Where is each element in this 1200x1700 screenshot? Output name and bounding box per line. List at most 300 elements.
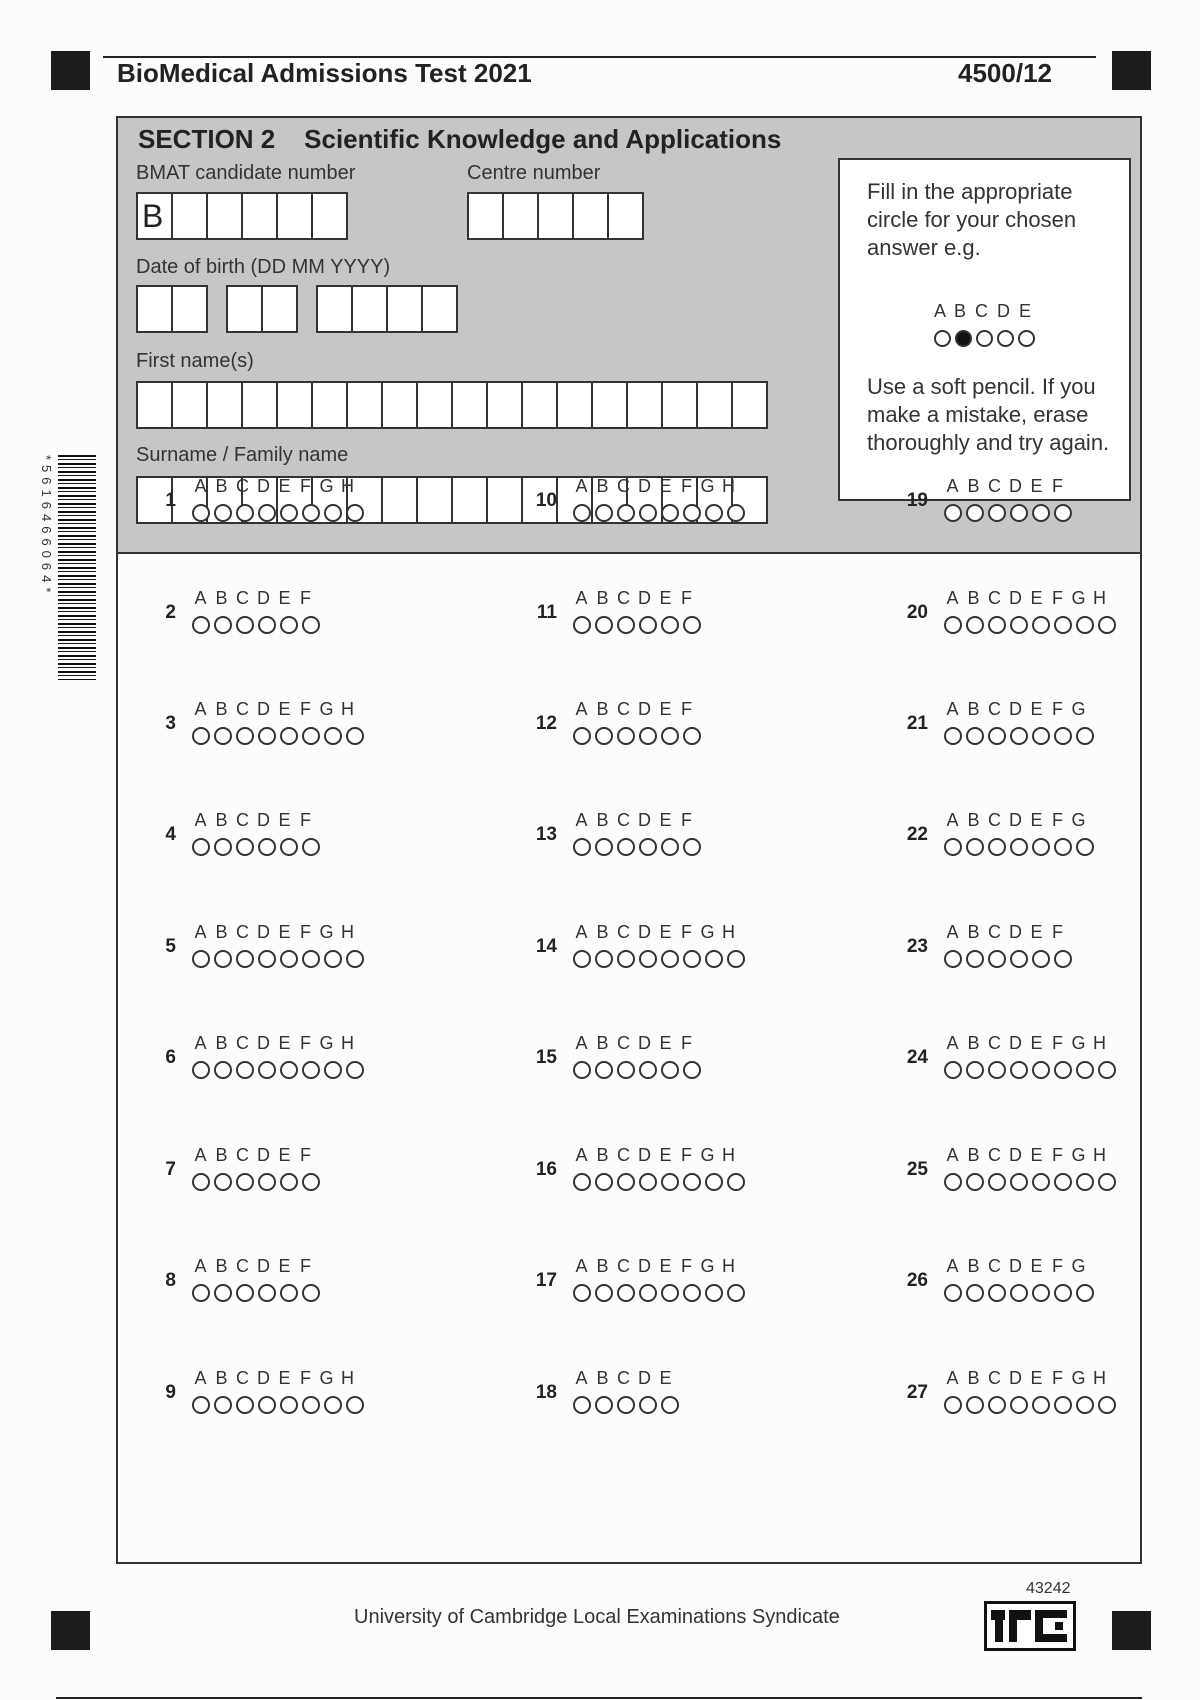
- answer-bubble-e[interactable]: [1032, 504, 1050, 522]
- answer-bubble-c[interactable]: [236, 1284, 254, 1302]
- answer-bubble-c[interactable]: [236, 1061, 254, 1079]
- option-letters: [190, 1033, 366, 1054]
- answer-bubble-a[interactable]: [944, 1173, 962, 1191]
- answer-bubble-c[interactable]: [988, 616, 1006, 634]
- answer-bubble-f[interactable]: [302, 727, 320, 745]
- answer-bubble-c[interactable]: [236, 616, 254, 634]
- digit-box[interactable]: [502, 192, 539, 240]
- answer-bubble-c[interactable]: [988, 1061, 1006, 1079]
- answer-bubble-d[interactable]: [1010, 950, 1028, 968]
- answer-bubble-b[interactable]: [214, 727, 232, 745]
- answer-bubble-a[interactable]: [944, 1396, 962, 1414]
- answer-bubble-g[interactable]: [1076, 1173, 1094, 1191]
- question-number: 3: [165, 713, 176, 734]
- option-bubbles: [190, 1173, 322, 1191]
- answer-bubble-f[interactable]: [1054, 727, 1072, 745]
- answer-bubble-f[interactable]: [683, 1061, 701, 1079]
- answer-bubble-c[interactable]: [617, 1396, 635, 1414]
- answer-bubble-c[interactable]: [617, 727, 635, 745]
- answer-bubble-b[interactable]: [595, 950, 613, 968]
- digit-box[interactable]: [316, 285, 353, 333]
- test-title: BioMedical Admissions Test 2021: [117, 58, 532, 88]
- answer-bubble-d[interactable]: [1010, 1284, 1028, 1302]
- answer-bubble-d[interactable]: [639, 504, 657, 522]
- option-letters: [571, 1033, 703, 1054]
- answer-bubble-b[interactable]: [966, 1173, 984, 1191]
- answer-bubble-d[interactable]: [258, 1284, 276, 1302]
- option-letters: [571, 1145, 747, 1166]
- option-letter: F: [1052, 588, 1063, 608]
- answer-bubble-a[interactable]: [944, 616, 962, 634]
- option-letter: C: [988, 922, 1001, 942]
- letter-box[interactable]: [591, 381, 628, 429]
- dob-month-field[interactable]: [226, 285, 296, 333]
- registration-mark-top-left: [51, 51, 90, 90]
- answer-bubble-e[interactable]: [661, 616, 679, 634]
- answer-bubble-h[interactable]: [727, 1173, 745, 1191]
- option-letters: [571, 699, 703, 720]
- option-letter: H: [1093, 1145, 1106, 1165]
- answer-bubble-h[interactable]: [1098, 616, 1116, 634]
- answer-bubble-a[interactable]: [944, 838, 962, 856]
- answer-options: [190, 810, 322, 856]
- answer-bubble-c[interactable]: [617, 616, 635, 634]
- option-letter: F: [300, 1368, 311, 1388]
- letter-box[interactable]: [346, 381, 383, 429]
- answer-bubble-d[interactable]: [258, 1173, 276, 1191]
- answer-bubble-e[interactable]: [661, 1061, 679, 1079]
- answer-bubble-a[interactable]: [192, 727, 210, 745]
- answer-bubble-h[interactable]: [1098, 1061, 1116, 1079]
- digit-box[interactable]: [537, 192, 574, 240]
- option-letter: G: [700, 1145, 715, 1165]
- answer-bubble-c[interactable]: [988, 950, 1006, 968]
- answer-bubble-f[interactable]: [302, 838, 320, 856]
- letter-box[interactable]: [521, 381, 558, 429]
- answer-bubble-d[interactable]: [258, 1061, 276, 1079]
- answer-bubble-b[interactable]: [966, 1284, 984, 1302]
- answer-bubble-d[interactable]: [639, 950, 657, 968]
- answer-bubble-d[interactable]: [639, 838, 657, 856]
- answer-bubble-h[interactable]: [346, 504, 364, 522]
- answer-bubble-c[interactable]: [617, 1061, 635, 1079]
- answer-bubble-d[interactable]: [639, 1396, 657, 1414]
- answer-bubble-b[interactable]: [214, 838, 232, 856]
- answer-bubble-b[interactable]: [595, 838, 613, 856]
- answer-bubble-f[interactable]: [302, 1061, 320, 1079]
- answer-bubble-f[interactable]: [683, 1284, 701, 1302]
- answer-bubble-d[interactable]: [1010, 838, 1028, 856]
- answer-bubble-b[interactable]: [595, 1396, 613, 1414]
- answer-options: [942, 1145, 1118, 1191]
- dob-day-field[interactable]: [136, 285, 206, 333]
- answer-bubble-d[interactable]: [258, 1396, 276, 1414]
- answer-bubble-g[interactable]: [705, 504, 723, 522]
- answer-bubble-a[interactable]: [192, 1173, 210, 1191]
- option-letter: A: [194, 1145, 207, 1165]
- option-letter: C: [617, 588, 630, 608]
- answer-bubble-c[interactable]: [988, 838, 1006, 856]
- answer-bubble-b[interactable]: [966, 950, 984, 968]
- answer-bubble-a[interactable]: [944, 1061, 962, 1079]
- answer-bubble-f[interactable]: [1054, 1061, 1072, 1079]
- option-bubbles: [571, 727, 703, 745]
- answer-bubble-c[interactable]: [617, 838, 635, 856]
- answer-bubble-h[interactable]: [346, 1396, 364, 1414]
- answer-bubble-g[interactable]: [324, 1396, 342, 1414]
- answer-bubble-f[interactable]: [683, 616, 701, 634]
- answer-bubble-a[interactable]: [192, 616, 210, 634]
- answer-bubble-c[interactable]: [236, 727, 254, 745]
- letter-box[interactable]: [381, 381, 418, 429]
- answer-bubble-b[interactable]: [595, 1284, 613, 1302]
- option-letter: E: [1030, 1368, 1043, 1388]
- option-letter: B: [215, 1256, 228, 1276]
- option-letter: F: [1052, 1256, 1063, 1276]
- digit-box[interactable]: [386, 285, 423, 333]
- answer-bubble-f[interactable]: [302, 1284, 320, 1302]
- answer-bubble-b[interactable]: [214, 504, 232, 522]
- answer-bubble-e[interactable]: [1032, 727, 1050, 745]
- answer-bubble-d[interactable]: [1010, 504, 1028, 522]
- answer-bubble-c[interactable]: [988, 1284, 1006, 1302]
- answer-bubble-f[interactable]: [302, 950, 320, 968]
- answer-bubble-d[interactable]: [1010, 1173, 1028, 1191]
- answer-bubble-d[interactable]: [1010, 616, 1028, 634]
- answer-bubble-g[interactable]: [1076, 1061, 1094, 1079]
- answer-bubble-f[interactable]: [1054, 950, 1072, 968]
- digit-box[interactable]: [226, 285, 263, 333]
- option-bubbles: [190, 504, 366, 522]
- answer-bubble-d[interactable]: [639, 1173, 657, 1191]
- option-letter: C: [988, 1145, 1001, 1165]
- answer-bubble-d[interactable]: [639, 616, 657, 634]
- option-letter: A: [946, 699, 959, 719]
- first-name-field[interactable]: [136, 381, 766, 429]
- answer-bubble-b[interactable]: [966, 1061, 984, 1079]
- option-letter: H: [1093, 588, 1106, 608]
- option-bubbles: [571, 1061, 703, 1079]
- answer-bubble-c[interactable]: [236, 1396, 254, 1414]
- digit-box[interactable]: [276, 192, 313, 240]
- option-letter: F: [300, 588, 311, 608]
- option-letter: C: [236, 699, 249, 719]
- answer-bubble-a[interactable]: [573, 1061, 591, 1079]
- answer-bubble-f[interactable]: [1054, 1396, 1072, 1414]
- answer-bubble-f[interactable]: [302, 616, 320, 634]
- digit-box[interactable]: [311, 192, 348, 240]
- answer-bubble-d[interactable]: [639, 1061, 657, 1079]
- question-number: 10: [535, 490, 557, 511]
- answer-bubble-e[interactable]: [661, 504, 679, 522]
- letter-box[interactable]: [311, 381, 348, 429]
- example-bubble: [934, 330, 951, 347]
- question-number: 5: [165, 936, 176, 957]
- digit-box[interactable]: [171, 285, 208, 333]
- answer-bubble-e[interactable]: [280, 1173, 298, 1191]
- centre-number-field[interactable]: [467, 192, 642, 240]
- option-letter: B: [967, 922, 980, 942]
- answer-bubble-e[interactable]: [280, 1396, 298, 1414]
- letter-box[interactable]: [626, 381, 663, 429]
- answer-bubble-d[interactable]: [1010, 1396, 1028, 1414]
- answer-bubble-a[interactable]: [573, 838, 591, 856]
- answer-bubble-g[interactable]: [1076, 616, 1094, 634]
- answer-bubble-a[interactable]: [573, 1396, 591, 1414]
- barcode: [58, 455, 96, 680]
- letter-box[interactable]: [486, 381, 523, 429]
- option-bubbles: [571, 1173, 747, 1191]
- answer-bubble-e[interactable]: [661, 727, 679, 745]
- answer-bubble-h[interactable]: [346, 950, 364, 968]
- option-letters: [942, 922, 1074, 943]
- answer-bubble-g[interactable]: [705, 1173, 723, 1191]
- answer-bubble-c[interactable]: [236, 1173, 254, 1191]
- answer-bubble-b[interactable]: [595, 727, 613, 745]
- answer-bubble-g[interactable]: [1076, 1284, 1094, 1302]
- answer-bubble-e[interactable]: [661, 1173, 679, 1191]
- option-letter: A: [194, 1256, 207, 1276]
- option-letters: [942, 1256, 1096, 1277]
- letter-box[interactable]: [556, 381, 593, 429]
- question-number: 19: [906, 490, 928, 511]
- candidate-number-field[interactable]: [136, 192, 346, 240]
- digit-box[interactable]: [572, 192, 609, 240]
- question-19: [898, 476, 1198, 536]
- answer-bubble-a[interactable]: [192, 1061, 210, 1079]
- letter-box[interactable]: [661, 381, 698, 429]
- answer-bubble-f[interactable]: [683, 504, 701, 522]
- answer-options: [190, 588, 322, 634]
- answer-bubble-g[interactable]: [324, 727, 342, 745]
- answer-bubble-f[interactable]: [683, 838, 701, 856]
- answer-bubble-e[interactable]: [1032, 1396, 1050, 1414]
- answer-bubble-b[interactable]: [214, 1396, 232, 1414]
- answer-bubble-e[interactable]: [280, 1284, 298, 1302]
- answer-bubble-a[interactable]: [944, 1284, 962, 1302]
- answer-bubble-c[interactable]: [617, 950, 635, 968]
- answer-bubble-b[interactable]: [214, 1173, 232, 1191]
- answer-options: [190, 476, 366, 522]
- answer-bubble-a[interactable]: [573, 950, 591, 968]
- option-letter: G: [1071, 1256, 1086, 1276]
- answer-bubble-a[interactable]: [944, 504, 962, 522]
- question-4: [146, 810, 446, 870]
- barcode-number: *5616466064*: [39, 455, 54, 598]
- answer-bubble-b[interactable]: [966, 727, 984, 745]
- answer-bubble-b[interactable]: [595, 616, 613, 634]
- answer-bubble-c[interactable]: [617, 504, 635, 522]
- answer-bubble-d[interactable]: [258, 616, 276, 634]
- option-letter: E: [278, 922, 291, 942]
- answer-bubble-e[interactable]: [280, 1061, 298, 1079]
- answer-bubble-e[interactable]: [280, 727, 298, 745]
- digit-box[interactable]: [351, 285, 388, 333]
- option-letter: B: [596, 1368, 609, 1388]
- answer-bubble-a[interactable]: [944, 950, 962, 968]
- answer-bubble-b[interactable]: [966, 1396, 984, 1414]
- answer-bubble-h[interactable]: [1098, 1173, 1116, 1191]
- letter-box[interactable]: [206, 381, 243, 429]
- letter-box[interactable]: [731, 381, 768, 429]
- answer-options: [571, 1033, 703, 1079]
- letter-box[interactable]: [136, 381, 173, 429]
- answer-bubble-c[interactable]: [617, 1173, 635, 1191]
- question-21: [898, 699, 1198, 759]
- answer-bubble-b[interactable]: [966, 838, 984, 856]
- answer-bubble-f[interactable]: [683, 727, 701, 745]
- answer-bubble-a[interactable]: [573, 1173, 591, 1191]
- option-letter: H: [341, 476, 354, 496]
- letter-box[interactable]: [451, 476, 488, 524]
- answer-bubble-h[interactable]: [346, 1061, 364, 1079]
- answer-bubble-f[interactable]: [1054, 616, 1072, 634]
- letter-box[interactable]: [451, 381, 488, 429]
- answer-bubble-f[interactable]: [683, 1173, 701, 1191]
- answer-bubble-g[interactable]: [1076, 838, 1094, 856]
- answer-bubble-d[interactable]: [258, 727, 276, 745]
- answer-bubble-a[interactable]: [192, 1396, 210, 1414]
- letter-box[interactable]: [241, 381, 278, 429]
- answer-bubble-e[interactable]: [280, 616, 298, 634]
- answer-bubble-c[interactable]: [236, 950, 254, 968]
- answer-bubble-a[interactable]: [192, 504, 210, 522]
- answer-bubble-f[interactable]: [683, 950, 701, 968]
- answer-bubble-d[interactable]: [1010, 1061, 1028, 1079]
- digit-box[interactable]: [136, 285, 173, 333]
- answer-bubble-f[interactable]: [1054, 1284, 1072, 1302]
- digit-box[interactable]: [467, 192, 504, 240]
- answer-bubble-d[interactable]: [639, 1284, 657, 1302]
- option-letter: D: [638, 1145, 651, 1165]
- option-letter: G: [319, 922, 334, 942]
- answer-bubble-b[interactable]: [214, 950, 232, 968]
- answer-bubble-b[interactable]: [966, 504, 984, 522]
- answer-bubble-b[interactable]: [595, 1061, 613, 1079]
- digit-box[interactable]: [206, 192, 243, 240]
- digit-box[interactable]: [171, 192, 208, 240]
- answer-bubble-b[interactable]: [595, 504, 613, 522]
- option-letter: H: [341, 1033, 354, 1053]
- option-bubbles: [942, 727, 1096, 745]
- answer-bubble-f[interactable]: [302, 1173, 320, 1191]
- answer-bubble-e[interactable]: [661, 1396, 679, 1414]
- option-letter: F: [681, 810, 692, 830]
- answer-bubble-e[interactable]: [280, 950, 298, 968]
- answer-bubble-c[interactable]: [988, 1173, 1006, 1191]
- answer-bubble-a[interactable]: [192, 838, 210, 856]
- answer-bubble-c[interactable]: [988, 1396, 1006, 1414]
- answer-bubble-d[interactable]: [1010, 727, 1028, 745]
- answer-bubble-g[interactable]: [324, 950, 342, 968]
- answer-bubble-g[interactable]: [705, 950, 723, 968]
- answer-bubble-e[interactable]: [1032, 838, 1050, 856]
- answer-bubble-f[interactable]: [1054, 838, 1072, 856]
- digit-box[interactable]: [607, 192, 644, 240]
- answer-bubble-c[interactable]: [236, 504, 254, 522]
- answer-bubble-e[interactable]: [1032, 616, 1050, 634]
- option-letter: E: [659, 588, 672, 608]
- answer-bubble-e[interactable]: [661, 838, 679, 856]
- answer-bubble-f[interactable]: [1054, 504, 1072, 522]
- question-8: [146, 1256, 446, 1316]
- option-letter: G: [1071, 588, 1086, 608]
- answer-bubble-e[interactable]: [1032, 1284, 1050, 1302]
- answer-bubble-e[interactable]: [1032, 1173, 1050, 1191]
- option-letter: C: [617, 476, 630, 496]
- dob-year-field[interactable]: [316, 285, 456, 333]
- option-letter: C: [236, 922, 249, 942]
- letter-box[interactable]: [416, 381, 453, 429]
- answer-bubble-g[interactable]: [1076, 1396, 1094, 1414]
- answer-bubble-f[interactable]: [1054, 1173, 1072, 1191]
- answer-bubble-a[interactable]: [573, 504, 591, 522]
- answer-bubble-a[interactable]: [573, 1284, 591, 1302]
- answer-bubble-d[interactable]: [639, 727, 657, 745]
- answer-bubble-b[interactable]: [214, 616, 232, 634]
- answer-bubble-a[interactable]: [192, 950, 210, 968]
- letter-box[interactable]: [696, 381, 733, 429]
- answer-bubble-d[interactable]: [258, 950, 276, 968]
- answer-bubble-b[interactable]: [595, 1173, 613, 1191]
- option-letter: B: [967, 588, 980, 608]
- option-bubbles: [571, 1396, 681, 1414]
- answer-bubble-f[interactable]: [302, 504, 320, 522]
- answer-bubble-a[interactable]: [573, 727, 591, 745]
- digit-box[interactable]: [261, 285, 298, 333]
- letter-box[interactable]: [276, 381, 313, 429]
- answer-bubble-e[interactable]: [1032, 1061, 1050, 1079]
- answer-bubble-d[interactable]: [258, 504, 276, 522]
- answer-bubble-d[interactable]: [258, 838, 276, 856]
- answer-bubble-c[interactable]: [617, 1284, 635, 1302]
- question-number: 24: [906, 1047, 928, 1068]
- digit-box[interactable]: [421, 285, 458, 333]
- letter-box[interactable]: [171, 381, 208, 429]
- answer-options: [571, 922, 747, 968]
- answer-bubble-h[interactable]: [727, 504, 745, 522]
- answer-bubble-e[interactable]: [280, 838, 298, 856]
- answer-bubble-f[interactable]: [302, 1396, 320, 1414]
- answer-bubble-b[interactable]: [214, 1061, 232, 1079]
- answer-bubble-g[interactable]: [705, 1284, 723, 1302]
- answer-bubble-e[interactable]: [661, 950, 679, 968]
- letter-box[interactable]: [486, 476, 523, 524]
- answer-bubble-c[interactable]: [988, 504, 1006, 522]
- answer-bubble-h[interactable]: [346, 727, 364, 745]
- digit-box[interactable]: [241, 192, 278, 240]
- answer-bubble-g[interactable]: [1076, 727, 1094, 745]
- answer-bubble-e[interactable]: [1032, 950, 1050, 968]
- answer-bubble-g[interactable]: [324, 504, 342, 522]
- answer-bubble-h[interactable]: [727, 1284, 745, 1302]
- answer-bubble-b[interactable]: [214, 1284, 232, 1302]
- answer-bubble-e[interactable]: [280, 504, 298, 522]
- answer-bubble-c[interactable]: [988, 727, 1006, 745]
- question-3: [146, 699, 446, 759]
- answer-bubble-h[interactable]: [1098, 1396, 1116, 1414]
- answer-bubble-b[interactable]: [966, 616, 984, 634]
- question-number: 17: [535, 1270, 557, 1291]
- answer-bubble-a[interactable]: [573, 616, 591, 634]
- answer-bubble-c[interactable]: [236, 838, 254, 856]
- answer-bubble-a[interactable]: [944, 727, 962, 745]
- answer-bubble-g[interactable]: [324, 1061, 342, 1079]
- answer-bubble-e[interactable]: [661, 1284, 679, 1302]
- form-code: 43242: [1026, 1580, 1071, 1597]
- answer-bubble-a[interactable]: [192, 1284, 210, 1302]
- answer-bubble-h[interactable]: [727, 950, 745, 968]
